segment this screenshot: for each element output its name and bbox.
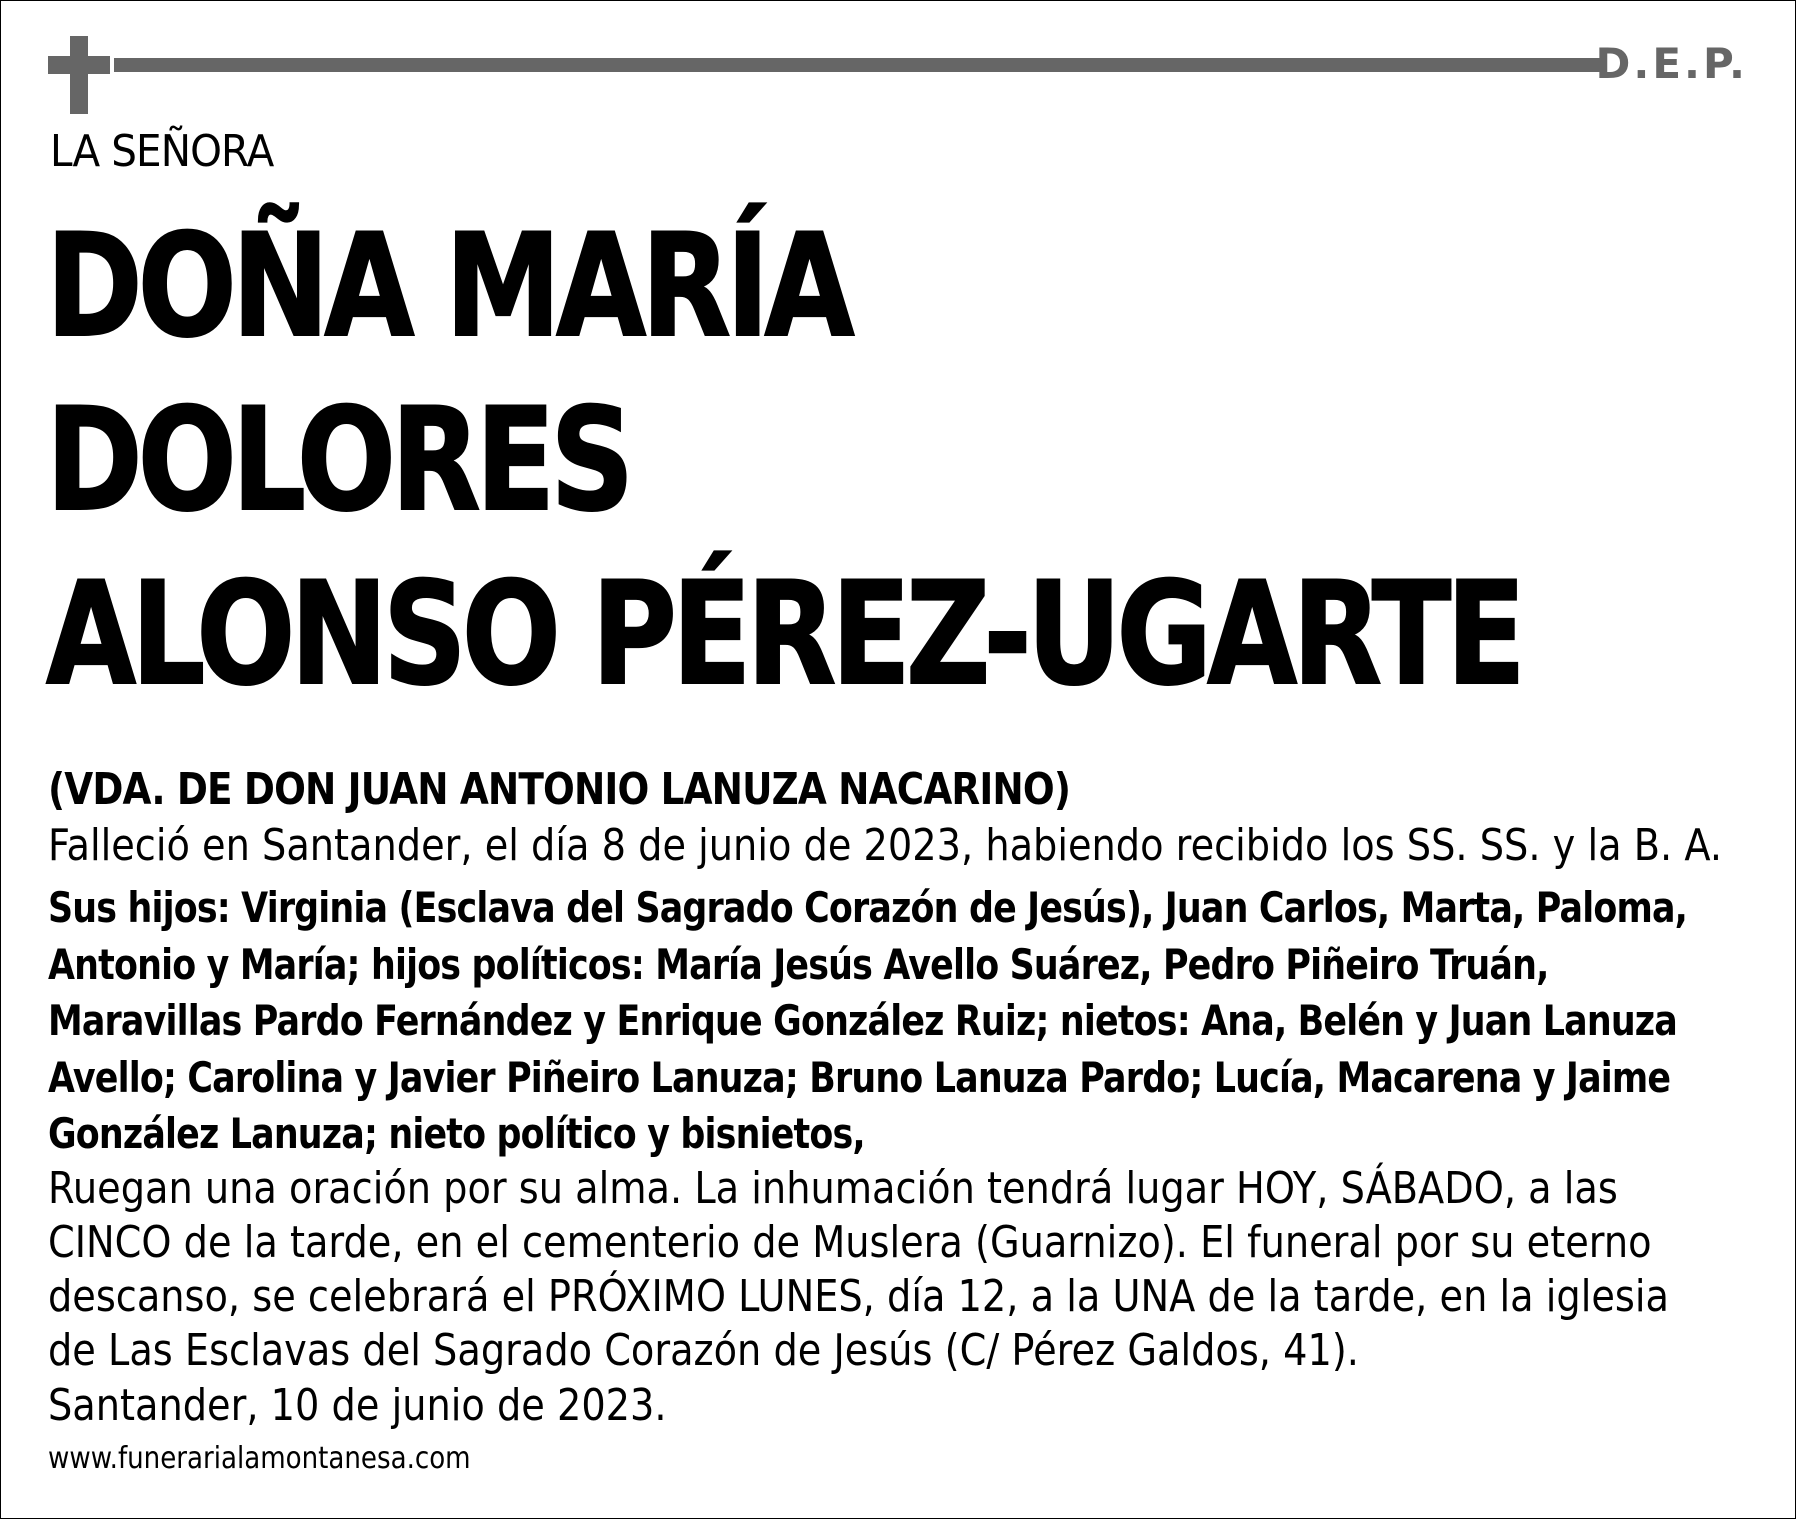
family-list bbox=[48, 880, 1687, 1163]
deceased-name-line-2: DOLORES bbox=[46, 378, 630, 543]
death-announcement: Falleció en Santander, el día 8 de junio de 2023, habiendo recibido los SS. SS. y la B. A. bbox=[48, 820, 1723, 871]
service-line: Ruegan una oración por su alma. La inhumación tendrá lugar HOY, SÁBADO, a las bbox=[48, 1163, 1618, 1214]
header-rule bbox=[114, 58, 1606, 72]
family-line: González Lanuza; nieto político y bisnietos, bbox=[48, 1109, 865, 1158]
family-line: Antonio y María; hijos políticos: María Jesús Avello Suárez, Pedro Piñeiro Truán, bbox=[48, 939, 1549, 989]
service-details bbox=[48, 1162, 1669, 1378]
deceased-name-line-1: DOÑA MARÍA bbox=[46, 204, 850, 369]
place-and-date: Santander, 10 de junio de 2023. bbox=[48, 1380, 667, 1431]
family-line: Avello; Carolina y Javier Piñeiro Lanuza; Bruno Lanuza Pardo; Lucía, Macarena y Jaime bbox=[48, 1052, 1671, 1102]
service-line: de Las Esclavas del Sagrado Corazón de Jesús (C/ Pérez Galdos, 41). bbox=[48, 1325, 1359, 1376]
widow-line: (VDA. DE DON JUAN ANTONIO LANUZA NACARINO) bbox=[48, 764, 1071, 815]
cross-icon bbox=[48, 36, 112, 114]
dep-label: D.E.P. bbox=[1595, 39, 1748, 88]
website-url: www.funerarialamontanesa.com bbox=[48, 1441, 471, 1476]
notice-header bbox=[48, 36, 1748, 114]
service-line: CINCO de la tarde, en el cementerio de Muslera (Guarnizo). El funeral por su eterno bbox=[48, 1217, 1652, 1268]
intro-label: LA SEÑORA bbox=[50, 126, 274, 177]
service-line: descanso, se celebrará el PRÓXIMO LUNES, día 12, a la UNA de la tarde, en la iglesia bbox=[48, 1271, 1669, 1322]
deceased-name-line-3: ALONSO PÉREZ-UGARTE bbox=[46, 552, 1521, 717]
family-line: Sus hijos: Virginia (Esclava del Sagrado Corazón de Jesús), Juan Carlos, Marta, Paloma, bbox=[48, 883, 1688, 932]
family-line: Maravillas Pardo Fernández y Enrique González Ruiz; nietos: Ana, Belén y Juan Lanuza bbox=[48, 996, 1677, 1045]
